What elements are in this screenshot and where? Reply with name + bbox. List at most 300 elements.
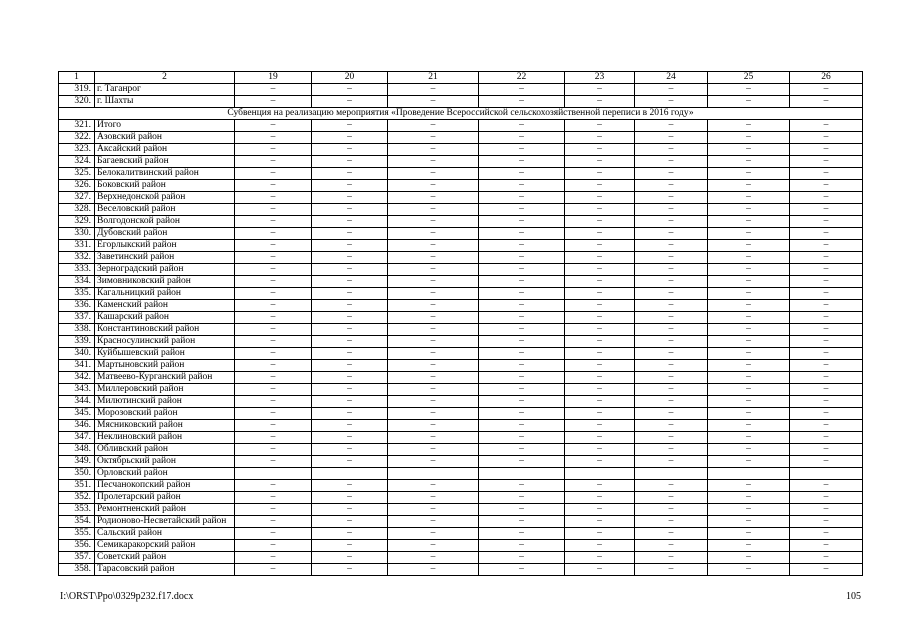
value-cell: – bbox=[708, 384, 790, 396]
table-row bbox=[59, 144, 863, 156]
value-cell: – bbox=[635, 540, 708, 552]
value-cell: – bbox=[790, 120, 863, 132]
row-number: 342. bbox=[59, 372, 95, 384]
value-cell: – bbox=[635, 432, 708, 444]
value-cell: – bbox=[388, 348, 479, 360]
column-header: 20 bbox=[312, 72, 388, 84]
value-cell: – bbox=[565, 432, 635, 444]
table-row bbox=[59, 300, 863, 312]
row-name: Красносулинский район bbox=[95, 336, 235, 348]
value-cell: – bbox=[708, 504, 790, 516]
value-cell: – bbox=[235, 288, 312, 300]
value-cell: – bbox=[388, 324, 479, 336]
value-cell: – bbox=[235, 264, 312, 276]
table-row bbox=[59, 192, 863, 204]
row-number: 327. bbox=[59, 192, 95, 204]
value-cell: – bbox=[235, 408, 312, 420]
value-cell: – bbox=[388, 528, 479, 540]
row-number: 338. bbox=[59, 324, 95, 336]
page-number: 105 bbox=[846, 591, 861, 602]
value-cell: – bbox=[708, 204, 790, 216]
row-number: 345. bbox=[59, 408, 95, 420]
value-cell: – bbox=[235, 132, 312, 144]
value-cell: – bbox=[635, 264, 708, 276]
row-name: Верхнедонской район bbox=[95, 192, 235, 204]
table-row bbox=[59, 336, 863, 348]
value-cell: – bbox=[235, 444, 312, 456]
value-cell: – bbox=[312, 252, 388, 264]
value-cell: – bbox=[565, 480, 635, 492]
value-cell: – bbox=[479, 324, 565, 336]
value-cell: – bbox=[790, 216, 863, 228]
column-header: 2 bbox=[95, 72, 235, 84]
table-row bbox=[59, 456, 863, 468]
value-cell: – bbox=[708, 216, 790, 228]
value-cell: – bbox=[479, 396, 565, 408]
value-cell: – bbox=[479, 204, 565, 216]
value-cell: – bbox=[312, 372, 388, 384]
row-name: Заветинский район bbox=[95, 252, 235, 264]
table-row bbox=[59, 468, 863, 480]
value-cell: – bbox=[635, 120, 708, 132]
row-name: Кашарский район bbox=[95, 312, 235, 324]
section-title: Субвенция на реализацию мероприятия «Проведение Всероссийской сельскохозяйственной переписи в 2016 году» bbox=[59, 108, 863, 120]
value-cell: – bbox=[235, 276, 312, 288]
value-cell: – bbox=[312, 528, 388, 540]
value-cell: – bbox=[708, 324, 790, 336]
row-name: Орловский район bbox=[95, 468, 235, 480]
value-cell: – bbox=[790, 96, 863, 108]
row-name: Итого bbox=[95, 120, 235, 132]
value-cell: – bbox=[312, 324, 388, 336]
value-cell: – bbox=[235, 144, 312, 156]
value-cell: – bbox=[635, 336, 708, 348]
value-cell: – bbox=[479, 420, 565, 432]
value-cell: – bbox=[312, 552, 388, 564]
value-cell: – bbox=[790, 228, 863, 240]
table-row bbox=[59, 360, 863, 372]
value-cell: – bbox=[565, 180, 635, 192]
row-name: Дубовский район bbox=[95, 228, 235, 240]
value-cell: – bbox=[235, 432, 312, 444]
value-cell: – bbox=[790, 492, 863, 504]
row-name: Волгодонской район bbox=[95, 216, 235, 228]
value-cell: – bbox=[565, 132, 635, 144]
table-row bbox=[59, 348, 863, 360]
value-cell: – bbox=[708, 180, 790, 192]
value-cell: – bbox=[235, 312, 312, 324]
value-cell: – bbox=[635, 504, 708, 516]
value-cell: – bbox=[388, 192, 479, 204]
value-cell: – bbox=[479, 504, 565, 516]
table-row bbox=[59, 492, 863, 504]
value-cell: – bbox=[708, 168, 790, 180]
table-row bbox=[59, 420, 863, 432]
value-cell: – bbox=[565, 120, 635, 132]
table-row bbox=[59, 372, 863, 384]
row-number: 353. bbox=[59, 504, 95, 516]
value-cell: – bbox=[790, 372, 863, 384]
value-cell: – bbox=[312, 120, 388, 132]
row-number: 341. bbox=[59, 360, 95, 372]
value-cell: – bbox=[565, 564, 635, 576]
value-cell: – bbox=[708, 540, 790, 552]
row-number: 326. bbox=[59, 180, 95, 192]
value-cell: – bbox=[388, 312, 479, 324]
row-name: Песчанокопский район bbox=[95, 480, 235, 492]
value-cell: – bbox=[708, 96, 790, 108]
value-cell: – bbox=[708, 336, 790, 348]
value-cell: – bbox=[312, 564, 388, 576]
column-header: 23 bbox=[565, 72, 635, 84]
value-cell: – bbox=[565, 516, 635, 528]
value-cell: – bbox=[312, 396, 388, 408]
value-cell bbox=[708, 468, 790, 480]
value-cell: – bbox=[565, 456, 635, 468]
value-cell: – bbox=[388, 492, 479, 504]
value-cell: – bbox=[790, 180, 863, 192]
row-number: 358. bbox=[59, 564, 95, 576]
value-cell: – bbox=[312, 336, 388, 348]
row-number: 340. bbox=[59, 348, 95, 360]
value-cell: – bbox=[635, 312, 708, 324]
value-cell: – bbox=[565, 492, 635, 504]
value-cell: – bbox=[235, 84, 312, 96]
table-row bbox=[59, 552, 863, 564]
row-name: Аксайский район bbox=[95, 144, 235, 156]
value-cell: – bbox=[479, 264, 565, 276]
value-cell: – bbox=[388, 564, 479, 576]
row-name: Кагальницкий район bbox=[95, 288, 235, 300]
value-cell: – bbox=[708, 528, 790, 540]
value-cell: – bbox=[388, 96, 479, 108]
table-row bbox=[59, 312, 863, 324]
value-cell: – bbox=[312, 216, 388, 228]
value-cell: – bbox=[388, 456, 479, 468]
value-cell: – bbox=[312, 276, 388, 288]
value-cell: – bbox=[565, 84, 635, 96]
value-cell: – bbox=[312, 348, 388, 360]
table-row bbox=[59, 516, 863, 528]
value-cell: – bbox=[790, 504, 863, 516]
value-cell: – bbox=[312, 516, 388, 528]
row-number: 321. bbox=[59, 120, 95, 132]
value-cell: – bbox=[708, 552, 790, 564]
value-cell: – bbox=[790, 420, 863, 432]
value-cell: – bbox=[565, 504, 635, 516]
value-cell: – bbox=[479, 540, 565, 552]
value-cell: – bbox=[708, 84, 790, 96]
value-cell: – bbox=[565, 276, 635, 288]
value-cell: – bbox=[565, 528, 635, 540]
value-cell: – bbox=[708, 312, 790, 324]
value-cell bbox=[790, 468, 863, 480]
value-cell: – bbox=[235, 216, 312, 228]
row-number: 346. bbox=[59, 420, 95, 432]
table-row bbox=[59, 168, 863, 180]
value-cell: – bbox=[790, 192, 863, 204]
row-number: 347. bbox=[59, 432, 95, 444]
value-cell: – bbox=[708, 396, 790, 408]
value-cell: – bbox=[790, 84, 863, 96]
row-name: Каменский район bbox=[95, 300, 235, 312]
value-cell: – bbox=[479, 192, 565, 204]
row-name: Неклиновский район bbox=[95, 432, 235, 444]
row-number: 333. bbox=[59, 264, 95, 276]
row-number: 330. bbox=[59, 228, 95, 240]
value-cell: – bbox=[708, 264, 790, 276]
value-cell: – bbox=[312, 408, 388, 420]
value-cell: – bbox=[479, 444, 565, 456]
value-cell: – bbox=[388, 516, 479, 528]
value-cell: – bbox=[790, 168, 863, 180]
value-cell: – bbox=[312, 180, 388, 192]
value-cell: – bbox=[565, 420, 635, 432]
value-cell: – bbox=[708, 420, 790, 432]
value-cell: – bbox=[312, 156, 388, 168]
value-cell: – bbox=[479, 228, 565, 240]
value-cell: – bbox=[388, 408, 479, 420]
value-cell: – bbox=[635, 492, 708, 504]
value-cell: – bbox=[790, 540, 863, 552]
value-cell: – bbox=[635, 300, 708, 312]
value-cell: – bbox=[388, 276, 479, 288]
table-row bbox=[59, 276, 863, 288]
value-cell: – bbox=[312, 288, 388, 300]
value-cell: – bbox=[565, 372, 635, 384]
value-cell: – bbox=[790, 144, 863, 156]
value-cell: – bbox=[312, 360, 388, 372]
value-cell: – bbox=[388, 480, 479, 492]
value-cell: – bbox=[790, 408, 863, 420]
row-name: Морозовский район bbox=[95, 408, 235, 420]
value-cell: – bbox=[635, 420, 708, 432]
value-cell: – bbox=[565, 216, 635, 228]
row-name: Матвеево-Курганский район bbox=[95, 372, 235, 384]
section-row bbox=[59, 108, 863, 120]
value-cell: – bbox=[635, 156, 708, 168]
value-cell: – bbox=[479, 120, 565, 132]
value-cell: – bbox=[312, 384, 388, 396]
value-cell: – bbox=[312, 204, 388, 216]
value-cell: – bbox=[312, 264, 388, 276]
value-cell: – bbox=[479, 168, 565, 180]
value-cell: – bbox=[790, 132, 863, 144]
value-cell: – bbox=[388, 240, 479, 252]
value-cell: – bbox=[708, 252, 790, 264]
value-cell: – bbox=[565, 408, 635, 420]
row-number: 324. bbox=[59, 156, 95, 168]
row-name: Мартыновский район bbox=[95, 360, 235, 372]
value-cell: – bbox=[708, 492, 790, 504]
value-cell: – bbox=[312, 168, 388, 180]
value-cell: – bbox=[235, 564, 312, 576]
value-cell: – bbox=[790, 312, 863, 324]
value-cell: – bbox=[565, 156, 635, 168]
value-cell: – bbox=[388, 228, 479, 240]
row-name: Егорлыкский район bbox=[95, 240, 235, 252]
value-cell: – bbox=[635, 564, 708, 576]
row-number: 349. bbox=[59, 456, 95, 468]
table-row bbox=[59, 156, 863, 168]
row-name: Обливский район bbox=[95, 444, 235, 456]
row-number: 348. bbox=[59, 444, 95, 456]
value-cell: – bbox=[635, 552, 708, 564]
value-cell: – bbox=[235, 420, 312, 432]
row-name: Милютинский район bbox=[95, 396, 235, 408]
value-cell: – bbox=[635, 444, 708, 456]
table-row bbox=[59, 204, 863, 216]
table-row bbox=[59, 288, 863, 300]
value-cell: – bbox=[388, 432, 479, 444]
value-cell: – bbox=[235, 240, 312, 252]
value-cell: – bbox=[565, 336, 635, 348]
value-cell: – bbox=[479, 528, 565, 540]
value-cell: – bbox=[708, 348, 790, 360]
row-number: 323. bbox=[59, 144, 95, 156]
column-header: 21 bbox=[388, 72, 479, 84]
value-cell: – bbox=[565, 348, 635, 360]
value-cell: – bbox=[235, 456, 312, 468]
column-header: 25 bbox=[708, 72, 790, 84]
value-cell: – bbox=[635, 516, 708, 528]
value-cell: – bbox=[235, 396, 312, 408]
value-cell: – bbox=[235, 528, 312, 540]
value-cell: – bbox=[235, 336, 312, 348]
row-name: г. Шахты bbox=[95, 96, 235, 108]
value-cell: – bbox=[708, 288, 790, 300]
table-row bbox=[59, 324, 863, 336]
value-cell: – bbox=[479, 252, 565, 264]
value-cell: – bbox=[388, 552, 479, 564]
table-row bbox=[59, 216, 863, 228]
value-cell: – bbox=[565, 168, 635, 180]
value-cell: – bbox=[235, 252, 312, 264]
value-cell: – bbox=[790, 348, 863, 360]
value-cell: – bbox=[790, 456, 863, 468]
value-cell: – bbox=[708, 144, 790, 156]
row-name: Белокалитвинский район bbox=[95, 168, 235, 180]
row-name: Тарасовский район bbox=[95, 564, 235, 576]
value-cell: – bbox=[635, 168, 708, 180]
row-name: Ремонтненский район bbox=[95, 504, 235, 516]
value-cell: – bbox=[708, 516, 790, 528]
value-cell bbox=[235, 468, 312, 480]
value-cell: – bbox=[235, 360, 312, 372]
value-cell: – bbox=[565, 144, 635, 156]
value-cell: – bbox=[479, 144, 565, 156]
value-cell: – bbox=[565, 312, 635, 324]
value-cell bbox=[312, 468, 388, 480]
value-cell: – bbox=[479, 384, 565, 396]
value-cell: – bbox=[479, 132, 565, 144]
value-cell: – bbox=[479, 408, 565, 420]
value-cell: – bbox=[235, 540, 312, 552]
value-cell: – bbox=[312, 84, 388, 96]
value-cell: – bbox=[565, 552, 635, 564]
column-header: 1 bbox=[59, 72, 95, 84]
value-cell: – bbox=[312, 480, 388, 492]
table-row bbox=[59, 264, 863, 276]
value-cell: – bbox=[565, 228, 635, 240]
value-cell: – bbox=[235, 348, 312, 360]
value-cell: – bbox=[565, 288, 635, 300]
row-number: 354. bbox=[59, 516, 95, 528]
value-cell: – bbox=[388, 144, 479, 156]
value-cell: – bbox=[312, 96, 388, 108]
value-cell: – bbox=[635, 384, 708, 396]
row-name: Куйбышевский район bbox=[95, 348, 235, 360]
value-cell: – bbox=[479, 216, 565, 228]
value-cell: – bbox=[312, 492, 388, 504]
value-cell: – bbox=[790, 432, 863, 444]
value-cell: – bbox=[479, 156, 565, 168]
row-number: 343. bbox=[59, 384, 95, 396]
value-cell: – bbox=[635, 144, 708, 156]
row-number: 334. bbox=[59, 276, 95, 288]
value-cell: – bbox=[388, 300, 479, 312]
value-cell: – bbox=[388, 180, 479, 192]
value-cell: – bbox=[479, 300, 565, 312]
value-cell: – bbox=[388, 252, 479, 264]
table-row bbox=[59, 540, 863, 552]
table-row bbox=[59, 384, 863, 396]
row-name: Советский район bbox=[95, 552, 235, 564]
value-cell: – bbox=[312, 192, 388, 204]
table-row bbox=[59, 132, 863, 144]
value-cell: – bbox=[708, 120, 790, 132]
column-header: 19 bbox=[235, 72, 312, 84]
value-cell: – bbox=[235, 372, 312, 384]
table-row bbox=[59, 396, 863, 408]
row-number: 350. bbox=[59, 468, 95, 480]
row-name: Октябрьский район bbox=[95, 456, 235, 468]
value-cell: – bbox=[235, 492, 312, 504]
value-cell: – bbox=[565, 396, 635, 408]
table-row bbox=[59, 504, 863, 516]
value-cell: – bbox=[790, 564, 863, 576]
table-row bbox=[59, 240, 863, 252]
value-cell: – bbox=[790, 528, 863, 540]
value-cell: – bbox=[565, 96, 635, 108]
value-cell: – bbox=[312, 504, 388, 516]
row-number: 336. bbox=[59, 300, 95, 312]
value-cell: – bbox=[388, 396, 479, 408]
value-cell: – bbox=[235, 228, 312, 240]
value-cell: – bbox=[388, 336, 479, 348]
value-cell: – bbox=[708, 360, 790, 372]
value-cell: – bbox=[312, 420, 388, 432]
row-name: Родионово-Несветайский район bbox=[95, 516, 235, 528]
value-cell: – bbox=[388, 204, 479, 216]
row-number: 339. bbox=[59, 336, 95, 348]
value-cell: – bbox=[635, 96, 708, 108]
value-cell: – bbox=[388, 132, 479, 144]
value-cell: – bbox=[565, 444, 635, 456]
value-cell: – bbox=[388, 120, 479, 132]
value-cell: – bbox=[635, 348, 708, 360]
value-cell: – bbox=[708, 432, 790, 444]
table-row bbox=[59, 228, 863, 240]
header-row bbox=[59, 72, 863, 84]
value-cell: – bbox=[479, 564, 565, 576]
value-cell: – bbox=[708, 300, 790, 312]
table-body bbox=[59, 72, 863, 576]
row-name: Миллеровский район bbox=[95, 384, 235, 396]
value-cell: – bbox=[565, 300, 635, 312]
value-cell: – bbox=[479, 516, 565, 528]
value-cell: – bbox=[635, 372, 708, 384]
